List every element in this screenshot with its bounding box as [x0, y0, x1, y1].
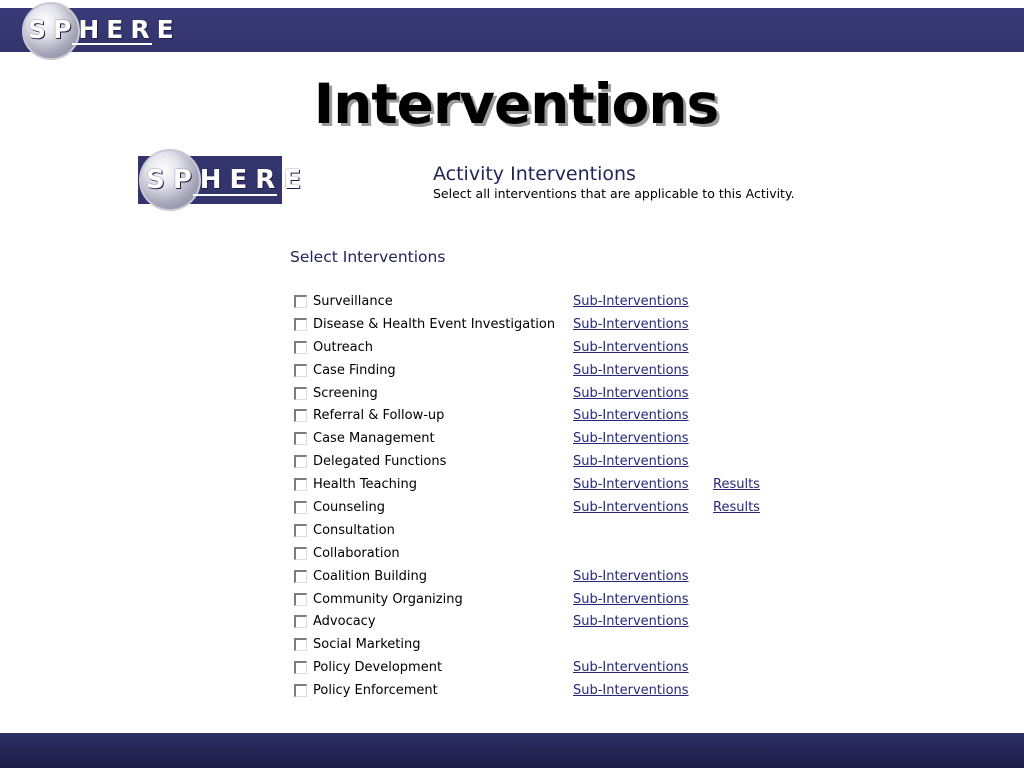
sphere-logo-header	[22, 0, 181, 62]
sub-interventions-link[interactable]: Sub-Interventions	[573, 454, 689, 470]
sub-interventions-link[interactable]: Sub-Interventions	[573, 408, 689, 424]
intervention-label: Policy Development	[313, 660, 443, 676]
intervention-row	[294, 544, 774, 567]
intervention-label: Social Marketing	[313, 637, 421, 653]
sub-interventions-link[interactable]: Sub-Interventions	[573, 660, 689, 676]
intervention-checkbox[interactable]	[294, 501, 307, 514]
intervention-checkbox[interactable]	[294, 295, 307, 308]
intervention-checkbox[interactable]	[294, 661, 307, 674]
sub-interventions-link[interactable]: Sub-Interventions	[573, 316, 689, 332]
intervention-checkbox[interactable]	[294, 455, 307, 468]
intervention-label: Delegated Functions	[313, 454, 447, 470]
intervention-label: Policy Enforcement	[313, 683, 438, 699]
intervention-label: Consultation	[313, 522, 395, 538]
intervention-checkbox[interactable]	[294, 432, 307, 445]
select-interventions-title: Select Interventions	[290, 248, 446, 266]
intervention-checkbox[interactable]	[294, 615, 307, 628]
intervention-row	[294, 384, 774, 407]
intervention-row	[294, 429, 774, 452]
intervention-list	[294, 292, 774, 704]
results-link[interactable]: Results	[713, 477, 760, 493]
intervention-checkbox[interactable]	[294, 318, 307, 331]
sub-interventions-link[interactable]: Sub-Interventions	[573, 591, 689, 607]
intervention-checkbox[interactable]	[294, 364, 307, 377]
activity-instruction: Select all interventions that are applicable to this Activity.	[433, 186, 795, 201]
sphere-logo-panel	[139, 147, 310, 213]
sub-interventions-link[interactable]: Sub-Interventions	[573, 683, 689, 699]
intervention-label: Screening	[313, 385, 378, 401]
logo-text: SPHERE	[146, 165, 310, 195]
intervention-row	[294, 612, 774, 635]
intervention-row	[294, 681, 774, 704]
intervention-checkbox[interactable]	[294, 524, 307, 537]
activity-interventions-heading: Activity Interventions	[433, 163, 636, 185]
intervention-label: Surveillance	[313, 294, 393, 309]
intervention-checkbox[interactable]	[294, 570, 307, 583]
intervention-label: Referral & Follow-up	[313, 408, 445, 424]
sub-interventions-link[interactable]: Sub-Interventions	[573, 477, 689, 493]
intervention-checkbox[interactable]	[294, 638, 307, 651]
intervention-label: Case Finding	[313, 362, 396, 378]
top-spacer	[0, 0, 1024, 8]
intervention-label: Health Teaching	[313, 477, 418, 493]
intervention-label: Counseling	[313, 500, 385, 516]
intervention-checkbox[interactable]	[294, 684, 307, 697]
page-title: Interventions	[313, 72, 719, 136]
intervention-label: Community Organizing	[313, 591, 463, 607]
intervention-row	[294, 315, 774, 338]
intervention-checkbox[interactable]	[294, 409, 307, 422]
sub-interventions-link[interactable]: Sub-Interventions	[573, 362, 689, 378]
intervention-label: Coalition Building	[313, 568, 427, 584]
intervention-row	[294, 338, 774, 361]
sub-interventions-link[interactable]: Sub-Interventions	[573, 339, 689, 355]
intervention-row	[294, 590, 774, 613]
intervention-checkbox[interactable]	[294, 478, 307, 491]
intervention-checkbox[interactable]	[294, 547, 307, 560]
intervention-row	[294, 475, 774, 498]
footer-bar	[0, 733, 1024, 768]
intervention-row	[294, 658, 774, 681]
intervention-row	[294, 521, 774, 544]
intervention-label: Outreach	[313, 339, 373, 355]
logo-text: SPHERE	[28, 15, 181, 44]
intervention-row	[294, 567, 774, 590]
sub-interventions-link[interactable]: Sub-Interventions	[573, 294, 689, 309]
intervention-row	[294, 498, 774, 521]
sub-interventions-link[interactable]: Sub-Interventions	[573, 614, 689, 630]
intervention-row	[294, 406, 774, 429]
intervention-checkbox[interactable]	[294, 341, 307, 354]
sub-interventions-link[interactable]: Sub-Interventions	[573, 568, 689, 584]
intervention-row	[294, 361, 774, 384]
intervention-checkbox[interactable]	[294, 387, 307, 400]
intervention-checkbox[interactable]	[294, 593, 307, 606]
sub-interventions-link[interactable]: Sub-Interventions	[573, 500, 689, 516]
intervention-row	[294, 452, 774, 475]
sub-interventions-link[interactable]: Sub-Interventions	[573, 385, 689, 401]
intervention-row	[294, 635, 774, 658]
intervention-row	[294, 292, 774, 315]
intervention-label: Disease & Health Event Investigation	[313, 316, 556, 332]
sub-interventions-link[interactable]: Sub-Interventions	[573, 431, 689, 447]
intervention-label: Case Management	[313, 431, 435, 447]
results-link[interactable]: Results	[713, 500, 760, 516]
intervention-label: Advocacy	[313, 614, 376, 630]
intervention-label: Collaboration	[313, 545, 400, 561]
